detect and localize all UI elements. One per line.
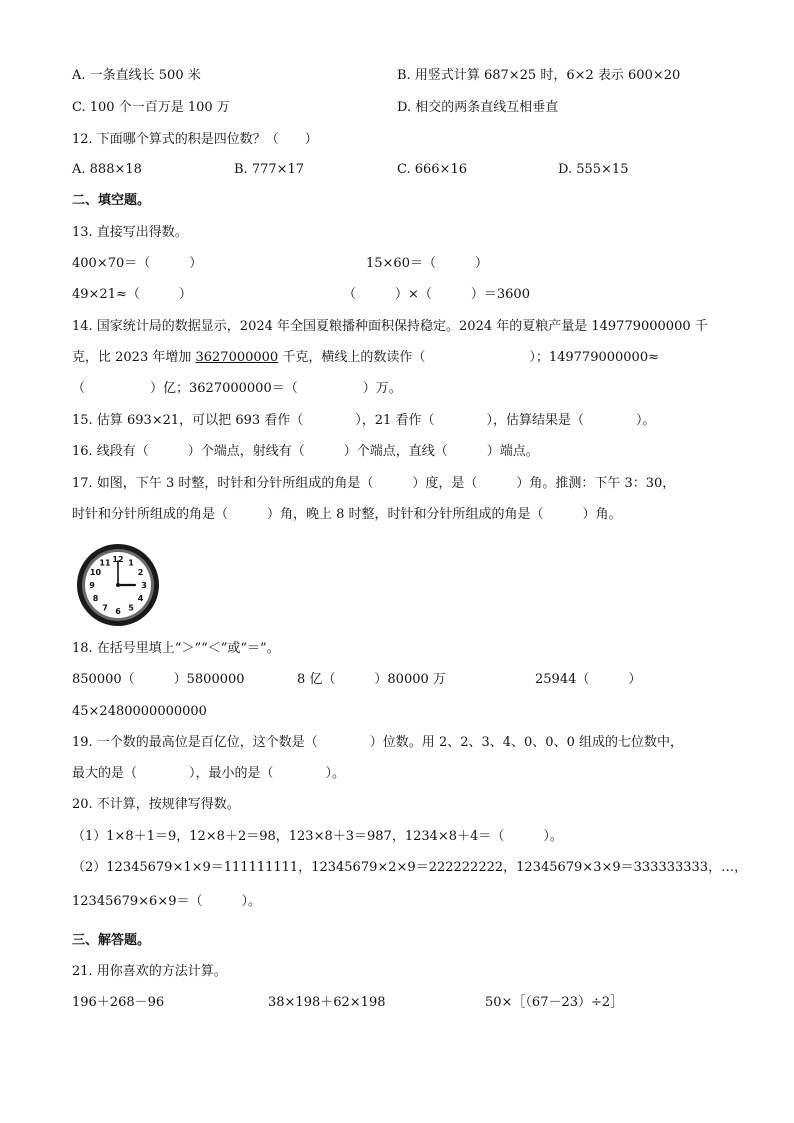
q18-compare-1: 850000（ ）5800000 bbox=[72, 672, 245, 687]
option-12c: C. 666×16 bbox=[397, 162, 467, 177]
question-14-line-2 bbox=[72, 349, 659, 367]
question-19-line-1: 19. 一个数的最高位是百亿位，这个数是（ ）位数。用 2、2、3、4、0、0、0 组成的七位数中， bbox=[72, 735, 683, 750]
clock-center-pin bbox=[116, 583, 120, 587]
clock-number-2: 2 bbox=[137, 568, 144, 577]
question-14-line-1: 14. 国家统计局的数据显示，2024 年全国夏粮播种面积保持稳定。2024 年的夏粮产量是 149779000000 千 bbox=[72, 319, 708, 334]
question-13-stem: 13. 直接写出得数。 bbox=[72, 225, 188, 240]
question-17-line-2: 时针和分针所组成的角是（ ）角，晚上 8 时整，时针和分针所组成的角是（ ）角。 bbox=[72, 507, 622, 522]
question-18-stem: 18. 在括号里填上“＞”“＜”或“＝”。 bbox=[72, 641, 280, 656]
q18-compare-4: 45×2480000000000 bbox=[72, 704, 207, 719]
question-12-stem: 12. 下面哪个算式的积是四位数？（ ） bbox=[72, 132, 318, 147]
q14-text-before: 克，比 2023 年增加 bbox=[72, 350, 196, 365]
q18-compare-2: 8 亿（ ）80000 万 bbox=[297, 672, 446, 687]
question-21-stem: 21. 用你喜欢的方法计算。 bbox=[72, 964, 227, 979]
clock-number-10: 10 bbox=[89, 568, 102, 577]
wall-clock-figure bbox=[75, 542, 161, 628]
q14-underlined-number: 3627000000 bbox=[195, 350, 279, 365]
clock-number-8: 8 bbox=[92, 594, 99, 603]
clock-number-11: 11 bbox=[99, 558, 111, 568]
clock-number-4: 4 bbox=[137, 594, 144, 603]
q13-expression-1: 400×70＝（ ） bbox=[72, 256, 203, 271]
q13-expression-4: （ ）×（ ）＝3600 bbox=[343, 287, 530, 302]
section-heading-solve: 三、解答题。 bbox=[72, 933, 151, 948]
q21-expression-2: 38×198＋62×198 bbox=[268, 995, 386, 1010]
clock-number-1: 1 bbox=[128, 558, 134, 568]
option-11c: C. 100 个一百万是 100 万 bbox=[72, 100, 230, 115]
question-17-line-1: 17. 如图，下午 3 时整，时针和分针所组成的角是（ ）度，是（ ）角。推测：下午 3：30， bbox=[72, 476, 676, 491]
clock-number-12: 12 bbox=[112, 555, 124, 564]
option-11a: A. 一条直线长 500 米 bbox=[72, 68, 201, 83]
q20-part-2-continued: 12345679×6×9＝（ ）。 bbox=[72, 894, 261, 909]
question-16: 16. 线段有（ ）个端点，射线有（ ）个端点，直线（ ）端点。 bbox=[72, 444, 539, 459]
option-11d: D. 相交的两条直线互相垂直 bbox=[397, 100, 559, 115]
option-12b: B. 777×17 bbox=[234, 162, 305, 177]
q20-part-1: （1）1×8＋1＝9，12×8＋2＝98，123×8＋3＝987，1234×8＋4＝（ ）。 bbox=[72, 829, 563, 844]
clock-number-6: 6 bbox=[115, 607, 121, 616]
q14-text-after: 千克，横线上的数读作（ ）；149779000000≈ bbox=[278, 350, 659, 365]
clock-number-3: 3 bbox=[141, 581, 147, 590]
q13-expression-2: 15×60＝（ ） bbox=[366, 256, 488, 271]
question-14-line-3: （ ）亿；3627000000＝（ ）万。 bbox=[72, 381, 402, 396]
question-19-line-2: 最大的是（ ），最小的是（ ）。 bbox=[72, 766, 346, 781]
option-12d: D. 555×15 bbox=[558, 162, 629, 177]
q21-expression-3: 50×［（67－23）÷2］ bbox=[485, 995, 624, 1010]
q18-compare-3: 25944（ ） bbox=[535, 672, 642, 687]
q20-part-2: （2）12345679×1×9＝111111111，12345679×2×9＝222222222，12345679×3×9＝333333333，…， bbox=[72, 860, 748, 875]
clock-number-5: 5 bbox=[128, 603, 134, 613]
q21-expression-1: 196＋268－96 bbox=[72, 995, 165, 1010]
option-11b: B. 用竖式计算 687×25 时，6×2 表示 600×20 bbox=[397, 68, 681, 83]
clock-number-9: 9 bbox=[89, 581, 95, 590]
section-heading-fill-in: 二、填空题。 bbox=[72, 193, 151, 208]
q13-expression-3: 49×21≈（ ） bbox=[72, 287, 192, 302]
option-12a: A. 888×18 bbox=[72, 162, 142, 177]
question-15: 15. 估算 693×21，可以把 693 看作（ ），21 看作（ ），估算结果是（ ）。 bbox=[72, 413, 656, 428]
clock-number-7: 7 bbox=[102, 603, 108, 613]
question-20-stem: 20. 不计算，按规律写得数。 bbox=[72, 797, 240, 812]
